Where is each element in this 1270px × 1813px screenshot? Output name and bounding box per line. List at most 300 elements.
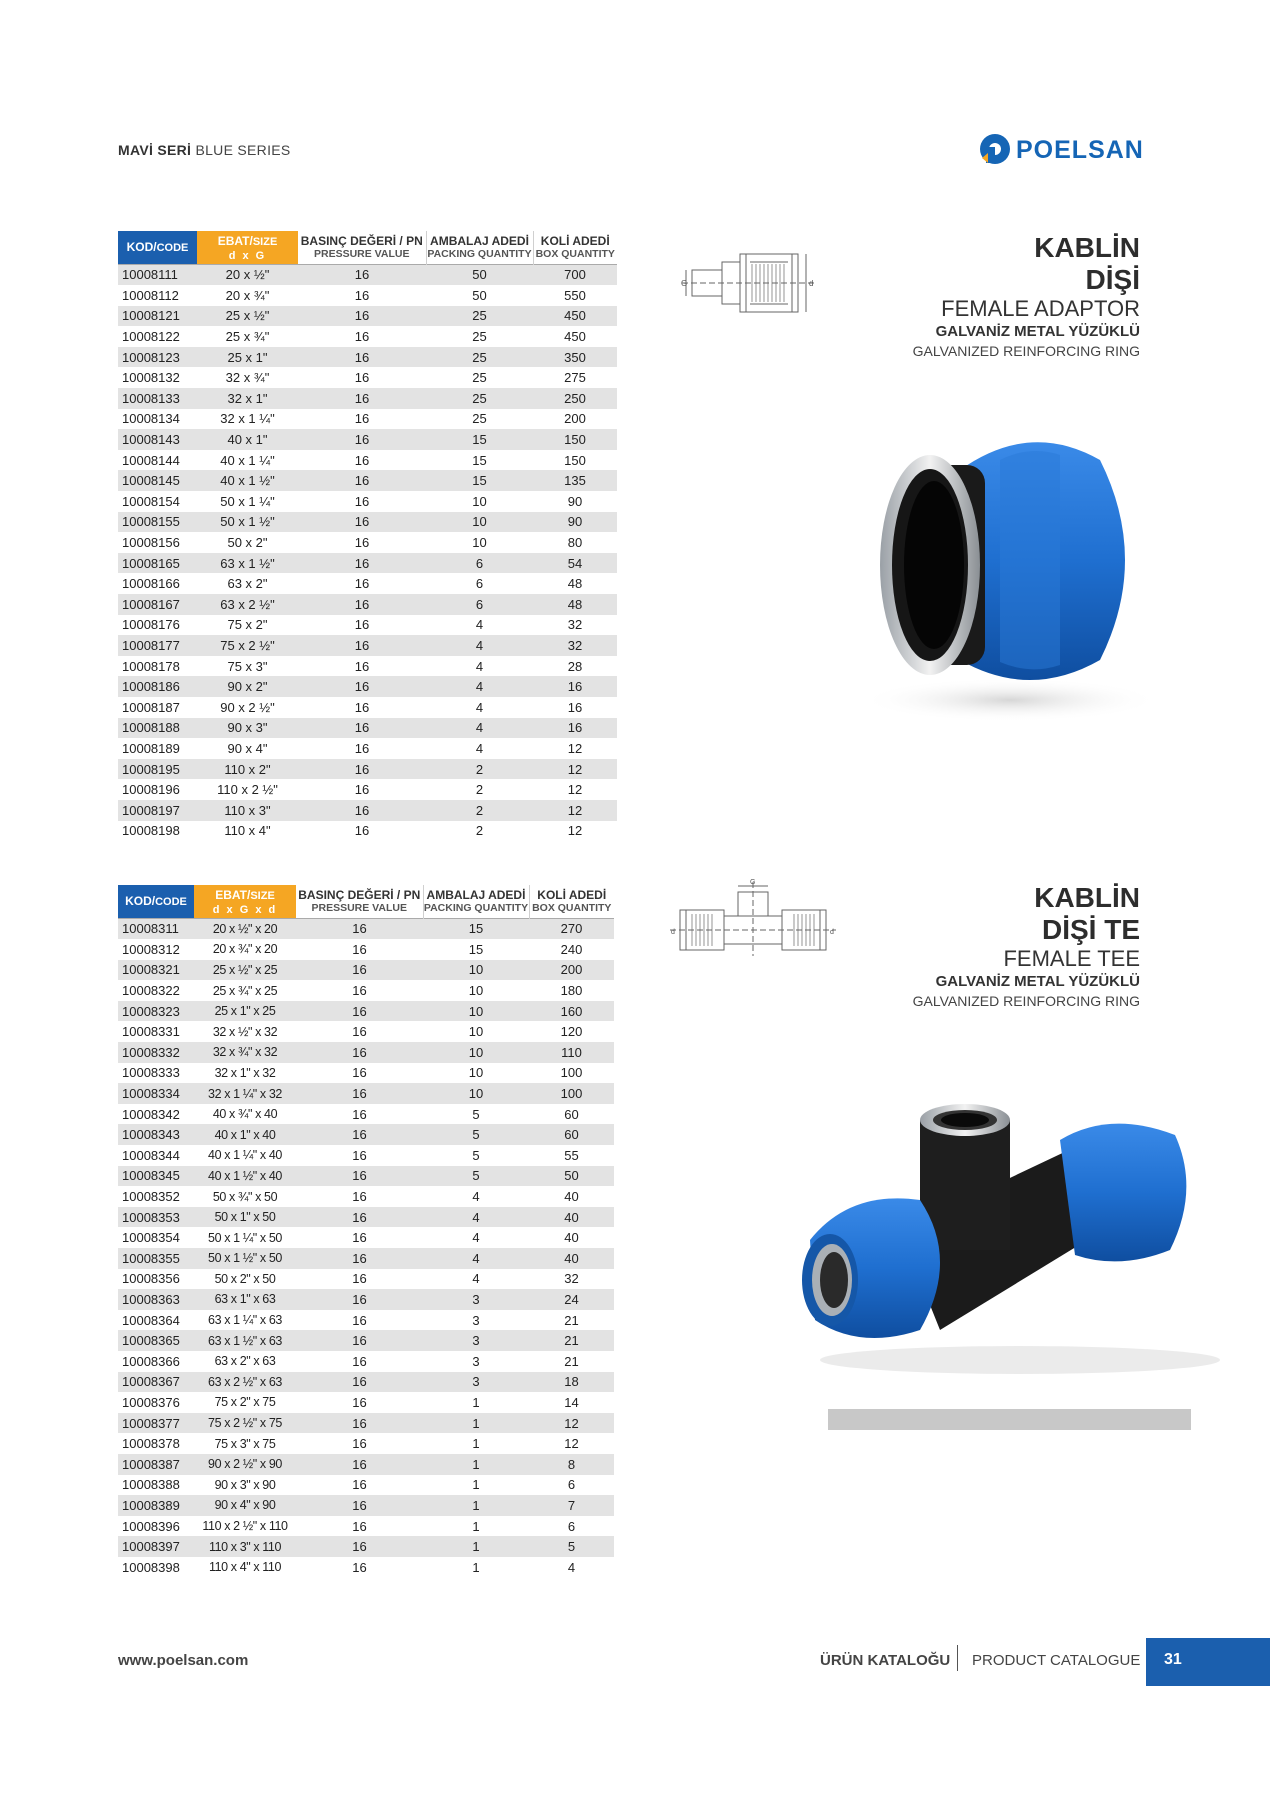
- product1-title-block: [913, 232, 1140, 360]
- table-row: [118, 470, 617, 491]
- table-row: [118, 939, 614, 960]
- cell-pressure: 16: [354, 287, 370, 303]
- cell-pressure: 16: [354, 617, 370, 633]
- cell-code: 10008188: [118, 718, 197, 739]
- cell-box: 135: [533, 470, 617, 491]
- cell-box: 32: [567, 617, 583, 633]
- product1-title-line1: KABLİN: [1034, 232, 1140, 263]
- cell-code: 10008332: [118, 1042, 194, 1063]
- series-tr: MAVİ SERİ: [118, 142, 192, 158]
- cell-code: 10008178: [122, 658, 180, 674]
- cell-pressure: 16: [352, 1559, 367, 1575]
- cell-code: 10008166: [122, 576, 180, 592]
- cell-code: 10008365: [118, 1330, 194, 1351]
- cell-code: 10008355: [118, 1248, 194, 1269]
- table-row: [118, 1351, 614, 1372]
- cell-pressure: 16: [354, 370, 370, 386]
- cell-box: 40: [564, 1189, 579, 1205]
- cell-size: 90 x 2": [197, 676, 298, 697]
- product2-ring-en: GALVANIZED REINFORCING RING: [912, 993, 1140, 1009]
- table-row: [118, 1495, 614, 1516]
- col-header-packing: AMBALAJ ADEDİ PACKING QUANTITY: [423, 885, 529, 918]
- cell-size: 40 x ¾" x 40: [212, 1107, 278, 1122]
- table-row: [118, 1186, 614, 1207]
- cell-pressure: 16: [296, 1166, 423, 1187]
- cell-code: 10008134: [122, 411, 180, 427]
- cell-code: 10008197: [118, 800, 197, 821]
- cell-box: 5: [529, 1536, 614, 1557]
- cell-packing: 4: [423, 1207, 529, 1228]
- table-row: [118, 491, 617, 512]
- cell-code: 10008155: [118, 512, 197, 533]
- cell-pressure: 16: [296, 918, 423, 939]
- cell-size: 32 x 1" x 32: [214, 1065, 276, 1080]
- drawing-label-d-left: d: [671, 929, 675, 936]
- table-row: [118, 1001, 614, 1022]
- table-row: [118, 635, 617, 656]
- cell-packing: 4: [426, 676, 533, 697]
- cell-size: 90 x 4" x 90: [194, 1495, 296, 1516]
- table-row: [118, 573, 617, 594]
- cell-box: 200: [529, 960, 614, 981]
- col-header-box: KOLİ ADEDİ BOX QUANTITY: [532, 887, 612, 914]
- cell-size: 90 x 2 ½" x 90: [194, 1454, 296, 1475]
- table-row: [118, 676, 617, 697]
- cell-size: 32 x ¾" x 32: [194, 1042, 296, 1063]
- table-row: [118, 1269, 614, 1290]
- cell-packing: 3: [472, 1353, 480, 1369]
- cell-code: 10008334: [118, 1083, 194, 1104]
- cell-packing: 25: [472, 370, 487, 386]
- table-row: [118, 1063, 614, 1084]
- table-row: [118, 1310, 614, 1331]
- cell-code: 10008331: [122, 1024, 180, 1040]
- cell-pressure: 16: [354, 740, 370, 756]
- cell-box: 6: [567, 1477, 576, 1493]
- cell-pressure: 16: [296, 960, 423, 981]
- cell-pressure: 16: [296, 1330, 423, 1351]
- product1-title-line2: DİŞİ: [1085, 264, 1140, 295]
- cell-packing: 10: [472, 535, 487, 551]
- table-row: [118, 450, 617, 471]
- cell-pressure: 16: [296, 1536, 423, 1557]
- cell-size: 90 x 3": [197, 718, 298, 739]
- cell-size: 32 x ½" x 32: [212, 1024, 278, 1039]
- cell-pressure: 16: [352, 1353, 367, 1369]
- drawing-label-d: d: [809, 279, 814, 288]
- cell-pressure: 16: [354, 699, 370, 715]
- cell-code: 10008364: [122, 1312, 180, 1328]
- cell-code: 10008112: [122, 287, 179, 303]
- cell-packing: 4: [472, 1189, 480, 1205]
- cell-size: 63 x 1 ½": [197, 553, 298, 574]
- cell-size: 40 x 1 ½" x 40: [194, 1166, 296, 1187]
- cell-packing: 4: [475, 617, 484, 633]
- cell-box: 40: [529, 1248, 614, 1269]
- cell-box: 12: [564, 1436, 579, 1452]
- product2-title-line1: KABLİN: [1034, 882, 1140, 913]
- female-adaptor-technical-drawing: [680, 240, 820, 320]
- cell-packing: 4: [475, 658, 484, 674]
- cell-box: 250: [533, 388, 617, 409]
- cell-packing: 10: [423, 1042, 529, 1063]
- cell-code: 10008323: [118, 1001, 194, 1022]
- cell-packing: 50: [426, 264, 533, 285]
- decorative-gray-bar: [828, 1409, 1191, 1430]
- cell-packing: 25: [472, 329, 487, 345]
- cell-code: 10008354: [122, 1230, 180, 1246]
- poelsan-logo: [978, 132, 1144, 168]
- col-header-code: KOD/CODE: [118, 231, 197, 264]
- cell-pressure: 16: [298, 306, 426, 327]
- cell-pressure: 16: [354, 658, 370, 674]
- cell-code: 10008376: [122, 1394, 180, 1410]
- cell-size: 50 x 2": [227, 535, 268, 551]
- cell-box: 18: [529, 1372, 614, 1393]
- cell-code: 10008165: [118, 553, 197, 574]
- cell-packing: 50: [472, 287, 487, 303]
- cell-packing: 4: [475, 740, 484, 756]
- cell-packing: 1: [472, 1394, 480, 1410]
- product1-title-en: FEMALE ADAPTOR: [941, 296, 1140, 321]
- cell-size: 40 x 1" x 40: [194, 1124, 296, 1145]
- cell-box: 12: [567, 740, 583, 756]
- cell-pressure: 16: [352, 1106, 367, 1122]
- page-number: 31: [1164, 1651, 1182, 1668]
- cell-pressure: 16: [352, 1436, 367, 1452]
- cell-box: 120: [560, 1024, 583, 1040]
- cell-code: 10008156: [122, 535, 180, 551]
- cell-code: 10008363: [118, 1289, 194, 1310]
- table-row: [118, 1372, 614, 1393]
- cell-code: 10008195: [118, 759, 197, 780]
- cell-pressure: 16: [298, 470, 426, 491]
- cell-size: 25 x 1": [197, 347, 298, 368]
- cell-size: 32 x ¾": [225, 370, 270, 386]
- cell-pressure: 16: [296, 1083, 423, 1104]
- cell-code: 10008186: [118, 676, 197, 697]
- cell-size: 75 x 3": [227, 658, 268, 674]
- cell-box: 550: [564, 287, 586, 303]
- cell-packing: 10: [423, 1001, 529, 1022]
- cell-size: 63 x 1 ½" x 63: [194, 1330, 296, 1351]
- cell-code: 10008389: [118, 1495, 194, 1516]
- table-row: [118, 1021, 614, 1042]
- cell-pressure: 16: [298, 512, 426, 533]
- cell-packing: 10: [423, 960, 529, 981]
- table-row: [118, 1289, 614, 1310]
- cell-size: 25 x ¾" x 25: [212, 983, 278, 998]
- female-tee-photo: [790, 1080, 1240, 1380]
- table-row: [118, 429, 617, 450]
- cell-size: 20 x ½": [197, 264, 298, 285]
- table-row: [118, 1413, 614, 1434]
- cell-pressure: 16: [296, 1248, 423, 1269]
- table-row: [118, 306, 617, 327]
- cell-box: 55: [564, 1147, 579, 1163]
- female-adaptor-photo: [830, 400, 1160, 730]
- cell-pressure: 16: [298, 429, 426, 450]
- cell-code: 10008167: [118, 594, 197, 615]
- cell-code: 10008143: [118, 429, 197, 450]
- cell-box: 240: [560, 941, 583, 957]
- cell-packing: 10: [468, 1065, 484, 1081]
- product2-title-line2: DİŞİ TE: [1041, 914, 1140, 945]
- cell-box: 12: [567, 782, 583, 798]
- cell-code: 10008122: [122, 329, 180, 345]
- cell-packing: 10: [468, 983, 484, 999]
- cell-box: 150: [533, 429, 617, 450]
- cell-box: 21: [564, 1312, 579, 1328]
- cell-code: 10008154: [122, 493, 180, 509]
- table-row: [118, 1227, 614, 1248]
- cell-size: 110 x 2 ½" x 110: [202, 1519, 288, 1534]
- cell-box: 270: [529, 918, 614, 939]
- cell-packing: 15: [426, 470, 533, 491]
- table-row: [118, 656, 617, 677]
- cell-code: 10008344: [122, 1147, 180, 1163]
- cell-code: 10008123: [118, 347, 197, 368]
- cell-pressure: 16: [296, 1042, 423, 1063]
- cell-box: 60: [564, 1106, 579, 1122]
- cell-pressure: 16: [296, 1495, 423, 1516]
- cell-box: 12: [533, 759, 617, 780]
- cell-pressure: 16: [298, 759, 426, 780]
- cell-box: 50: [529, 1166, 614, 1187]
- cell-size: 90 x 4": [227, 740, 268, 756]
- cell-code: 10008342: [122, 1106, 180, 1122]
- cell-packing: 25: [426, 306, 533, 327]
- cell-packing: 10: [423, 1083, 529, 1104]
- table-row: [118, 1042, 614, 1063]
- cell-packing: 4: [472, 1271, 480, 1287]
- cell-pressure: 16: [354, 823, 370, 839]
- cell-packing: 5: [472, 1106, 480, 1122]
- table-row: [118, 1083, 614, 1104]
- cell-code: 10008321: [118, 960, 194, 981]
- table-row: [118, 1557, 614, 1578]
- table-row: [118, 1475, 614, 1496]
- cell-size: 63 x 2": [227, 576, 268, 592]
- cell-code: 10008132: [122, 370, 180, 386]
- table-row: [118, 1207, 614, 1228]
- cell-pressure: 16: [298, 347, 426, 368]
- col-header-size: EBAT/SIZE d x G x d: [194, 885, 296, 918]
- cell-box: 90: [567, 493, 583, 509]
- cell-packing: 1: [472, 1518, 480, 1534]
- cell-packing: 6: [426, 594, 533, 615]
- cell-pressure: 16: [352, 1024, 367, 1040]
- cell-box: 60: [529, 1124, 614, 1145]
- col-header-code: KOD/CODE: [118, 885, 194, 918]
- cell-packing: 1: [472, 1436, 480, 1452]
- cell-size: 110 x 3" x 110: [194, 1536, 296, 1557]
- cell-box: 48: [533, 594, 617, 615]
- cell-size: 63 x 2 ½" x 63: [194, 1372, 296, 1393]
- cell-packing: 2: [426, 759, 533, 780]
- cell-box: 200: [564, 411, 586, 427]
- cell-box: 54: [533, 553, 617, 574]
- cell-size: 32 x 1 ¼": [220, 411, 275, 427]
- cell-code: 10008366: [122, 1353, 180, 1369]
- table-row: [118, 347, 617, 368]
- col-header-pressure: BASINÇ DEĞERİ / PN PRESSURE VALUE: [298, 231, 426, 264]
- cell-pressure: 16: [298, 553, 426, 574]
- cell-pressure: 16: [296, 1372, 423, 1393]
- cell-box: 28: [567, 658, 583, 674]
- cell-pressure: 16: [298, 676, 426, 697]
- table-row: [118, 1516, 614, 1537]
- table-row: [118, 1124, 614, 1145]
- cell-box: 275: [564, 370, 586, 386]
- cell-packing: 1: [472, 1477, 480, 1493]
- table-row: [118, 409, 617, 430]
- cell-packing: 5: [472, 1147, 480, 1163]
- cell-pressure: 16: [352, 1518, 367, 1534]
- cell-pressure: 16: [296, 1413, 423, 1434]
- table-row: [118, 1536, 614, 1557]
- cell-code: 10008312: [122, 941, 180, 957]
- cell-code: 10008311: [118, 918, 194, 939]
- cell-size: 50 x 2" x 50: [214, 1271, 276, 1286]
- cell-packing: 15: [472, 452, 487, 468]
- cell-size: 32 x 1": [197, 388, 298, 409]
- col-header-pressure: BASINÇ DEĞERİ / PN PRESSURE VALUE: [296, 885, 423, 918]
- cell-size: 110 x 4" x 110: [208, 1560, 282, 1575]
- cell-size: 110 x 3": [197, 800, 298, 821]
- cell-code: 10008196: [122, 782, 180, 798]
- cell-code: 10008397: [118, 1536, 194, 1557]
- table-row: [118, 532, 617, 553]
- female-tee-technical-drawing: [668, 878, 838, 968]
- cell-box: 90: [533, 512, 617, 533]
- cell-box: 12: [529, 1413, 614, 1434]
- cell-pressure: 16: [354, 493, 370, 509]
- cell-packing: 3: [472, 1312, 480, 1328]
- cell-code: 10008187: [122, 699, 180, 715]
- cell-box: 32: [533, 635, 617, 656]
- cell-size: 40 x 1": [197, 429, 298, 450]
- cell-packing: 4: [426, 635, 533, 656]
- table-row: [118, 512, 617, 533]
- cell-size: 75 x 2 ½": [197, 635, 298, 656]
- cell-size: 63 x 1" x 63: [194, 1289, 296, 1310]
- cell-packing: 10: [426, 512, 533, 533]
- cell-box: 110: [529, 1042, 614, 1063]
- cell-packing: 4: [472, 1230, 480, 1246]
- table-row: [118, 821, 617, 842]
- table-row: [118, 326, 617, 347]
- cell-box: 700: [533, 264, 617, 285]
- cell-pressure: 16: [298, 264, 426, 285]
- product2-title-en: FEMALE TEE: [1003, 946, 1140, 971]
- cell-box: 4: [567, 1559, 576, 1575]
- cell-packing: 6: [475, 576, 484, 592]
- cell-pressure: 16: [298, 388, 426, 409]
- cell-size: 50 x 1 ½": [197, 512, 298, 533]
- table-row: [118, 980, 614, 1001]
- cell-size: 20 x ¾" x 20: [212, 942, 278, 957]
- cell-pressure: 16: [352, 1189, 367, 1205]
- table-row: [118, 367, 617, 388]
- series-en: BLUE SERIES: [195, 142, 291, 158]
- cell-box: 14: [564, 1394, 579, 1410]
- cell-pressure: 16: [352, 1065, 367, 1081]
- cell-code: 10008356: [122, 1271, 180, 1287]
- cell-packing: 1: [472, 1559, 480, 1575]
- cell-packing: 2: [426, 800, 533, 821]
- table-row: [118, 264, 617, 285]
- cell-size: 40 x 1 ¼" x 40: [208, 1148, 282, 1163]
- cell-box: 32: [564, 1271, 579, 1287]
- drawing-label-d-right: d: [830, 929, 834, 936]
- cell-size: 25 x ½" x 25: [194, 960, 296, 981]
- table-row: [118, 738, 617, 759]
- cell-code: 10008189: [122, 740, 180, 756]
- cell-packing: 3: [423, 1330, 529, 1351]
- table-row: [118, 1392, 614, 1413]
- product2-ring-tr: GALVANİZ METAL YÜZÜKLÜ: [935, 973, 1140, 990]
- cell-code: 10008111: [118, 264, 197, 285]
- cell-pressure: 16: [354, 452, 370, 468]
- cell-packing: 10: [468, 1024, 484, 1040]
- cell-pressure: 16: [354, 411, 370, 427]
- cell-size: 75 x 3" x 75: [214, 1436, 276, 1451]
- logo-text: POELSAN: [1016, 136, 1144, 164]
- cell-code: 10008396: [122, 1518, 180, 1534]
- cell-code: 10008377: [118, 1413, 194, 1434]
- female-tee-table: [118, 885, 614, 1578]
- cell-pressure: 16: [354, 535, 370, 551]
- cell-packing: 1: [423, 1536, 529, 1557]
- cell-box: 16: [567, 699, 583, 715]
- cell-packing: 3: [423, 1372, 529, 1393]
- cell-pressure: 16: [296, 1289, 423, 1310]
- table-row: [118, 594, 617, 615]
- cell-code: 10008121: [118, 306, 197, 327]
- table-row: [118, 800, 617, 821]
- cell-code: 10008133: [118, 388, 197, 409]
- cell-packing: 2: [475, 823, 484, 839]
- table-row: [118, 1330, 614, 1351]
- cell-pressure: 16: [352, 1477, 367, 1493]
- cell-packing: 1: [423, 1454, 529, 1475]
- cell-size: 90 x 2 ½": [220, 699, 275, 715]
- cell-box: 450: [564, 329, 586, 345]
- cell-box: 40: [529, 1207, 614, 1228]
- cell-pressure: 16: [298, 594, 426, 615]
- product1-ring-tr: GALVANİZ METAL YÜZÜKLÜ: [935, 323, 1140, 340]
- cell-size: 20 x ½" x 20: [194, 918, 296, 939]
- table-row: [118, 960, 614, 981]
- cell-box: 350: [533, 347, 617, 368]
- footer-website[interactable]: www.poelsan.com: [118, 1652, 249, 1669]
- cell-box: 80: [567, 535, 583, 551]
- cell-packing: 10: [472, 493, 487, 509]
- cell-size: 110 x 4": [224, 823, 271, 839]
- female-adaptor-table: [118, 231, 617, 841]
- cell-box: 100: [529, 1083, 614, 1104]
- cell-pressure: 16: [298, 718, 426, 739]
- cell-box: 450: [533, 306, 617, 327]
- footer-catalog-en: PRODUCT CATALOGUE: [972, 1652, 1141, 1669]
- cell-box: 16: [533, 718, 617, 739]
- cell-pressure: 16: [352, 1230, 367, 1246]
- cell-packing: 25: [472, 411, 487, 427]
- cell-code: 10008388: [122, 1477, 180, 1493]
- cell-box: 21: [529, 1330, 614, 1351]
- cell-box: 7: [529, 1495, 614, 1516]
